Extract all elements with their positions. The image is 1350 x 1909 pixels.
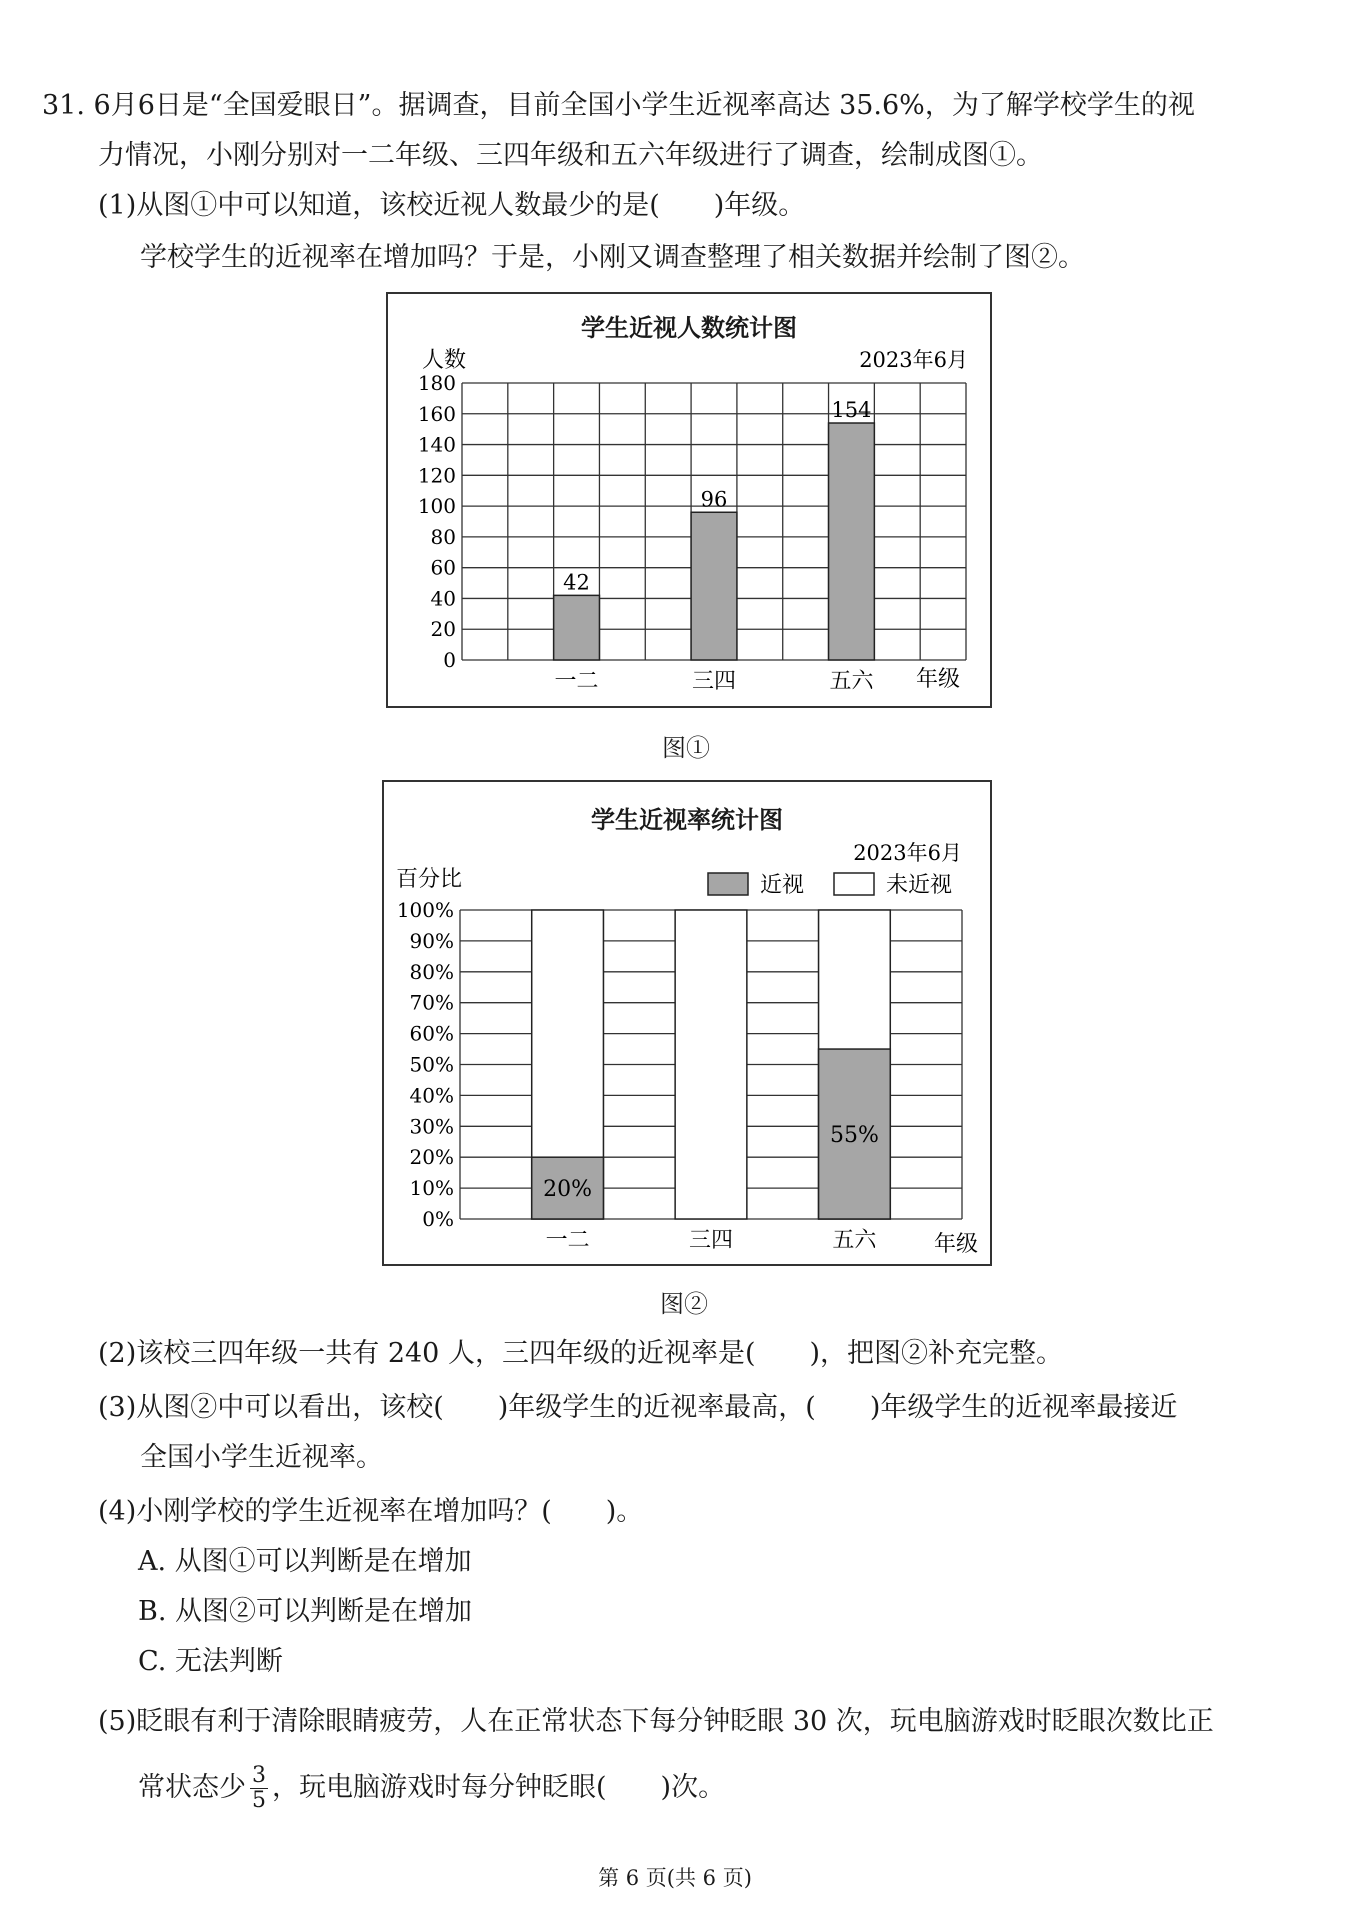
legend-far-label: 未近视 xyxy=(886,873,953,898)
fraction-denominator: 5 xyxy=(252,1788,266,1813)
chart-2-ytick-label: 80% xyxy=(409,959,454,984)
question-4: (4)小刚学校的学生近视率在增加吗？( )。 xyxy=(98,1496,644,1527)
chart-2-caption: 图② xyxy=(660,1290,708,1318)
legend-far-swatch xyxy=(834,873,874,895)
chart-1-bar xyxy=(691,512,737,660)
chart-2-title: 学生近视率统计图 xyxy=(591,806,783,834)
chart-1-data-label: 42 xyxy=(563,570,590,595)
chart-2-ytick-label: 70% xyxy=(409,990,454,1015)
chart-2-frame xyxy=(382,780,992,1266)
chart-1-category-label: 三四 xyxy=(691,669,737,694)
problem-line-2: 力情况，小刚分别对一二年级、三四年级和五六年级进行了调查，绘制成图①。 xyxy=(98,140,1043,171)
chart-2-ytick-label: 20% xyxy=(409,1145,454,1170)
question-5-line-2 xyxy=(138,1764,725,1813)
question-3-line-1: (3)从图②中可以看出，该校( )年级学生的近视率最高，( )年级学生的近视率最接近 xyxy=(98,1392,1178,1423)
chart-2-date: 2023年6月 xyxy=(853,841,962,865)
question-5-line-1: (5)眨眼有利于清除眼睛疲劳，人在正常状态下每分钟眨眼 30 次，玩电脑游戏时眨眼次数比正 xyxy=(98,1706,1214,1737)
option-a: A. 从图①可以判断是在增加 xyxy=(138,1546,472,1577)
chart-1-ytick-label: 140 xyxy=(417,432,456,457)
fraction xyxy=(250,1764,268,1813)
chart-2-category-label: 五六 xyxy=(832,1228,877,1253)
question-3-line-2: 全国小学生近视率。 xyxy=(140,1442,383,1473)
chart-2-category-label: 三四 xyxy=(688,1228,734,1253)
chart-1-xlabel: 年级 xyxy=(915,667,960,692)
chart-2-category-label: 一二 xyxy=(545,1228,590,1253)
chart-2-ytick-label: 60% xyxy=(409,1021,454,1046)
option-c: C. 无法判断 xyxy=(138,1646,283,1677)
lead-text-2: 学校学生的近视率在增加吗？于是，小刚又调查整理了相关数据并绘制了图②。 xyxy=(140,242,1085,273)
chart-1-data-label: 96 xyxy=(700,487,728,512)
chart-1-svg xyxy=(388,294,990,706)
chart-2-ytick-label: 90% xyxy=(409,928,454,953)
chart-1-ytick-label: 20 xyxy=(430,617,456,642)
chart-2-ytick-label: 30% xyxy=(409,1114,454,1139)
chart-1-ytick-label: 100 xyxy=(417,494,456,519)
question-5-suffix: ，玩电脑游戏时每分钟眨眼( )次。 xyxy=(272,1772,726,1803)
chart-2-ytick-label: 10% xyxy=(409,1176,454,1201)
chart-1-ytick-label: 0 xyxy=(443,648,456,672)
chart-1-frame xyxy=(386,292,992,708)
chart-2-ytick-label: 40% xyxy=(409,1083,454,1108)
chart-1-bar xyxy=(554,595,600,660)
page-footer: 第 6 页(共 6 页) xyxy=(598,1866,752,1890)
chart-1-ytick-label: 180 xyxy=(417,371,456,395)
chart-2-bar-far xyxy=(675,910,747,1219)
question-2: (2)该校三四年级一共有 240 人，三四年级的近视率是( )，把图②补充完整。 xyxy=(98,1338,1064,1369)
chart-1-ytick-label: 120 xyxy=(417,463,456,488)
chart-1-bar xyxy=(829,423,875,660)
chart-1-date: 2023年6月 xyxy=(859,348,968,372)
legend-near-swatch xyxy=(708,873,748,895)
problem-line-1: 31. 6月6日是“全国爱眼日”。据调查，目前全国小学生近视率高达 35.6%，为了解学校学生的视 xyxy=(42,90,1195,121)
option-b: B. 从图②可以判断是在增加 xyxy=(138,1596,473,1627)
chart-1-ytick-label: 80 xyxy=(430,524,456,549)
chart-2-svg xyxy=(384,782,990,1264)
chart-1-ytick-label: 40 xyxy=(430,586,456,611)
chart-2-data-label: 20% xyxy=(543,1177,593,1203)
chart-1-ylabel: 人数 xyxy=(422,348,467,373)
fraction-numerator: 3 xyxy=(252,1763,266,1788)
chart-2-xlabel: 年级 xyxy=(933,1232,978,1257)
legend-near-label: 近视 xyxy=(760,873,805,898)
chart-2-ylabel: 百分比 xyxy=(396,867,463,892)
chart-2-ytick-label: 100% xyxy=(396,898,454,922)
question-5-prefix: 常状态少 xyxy=(138,1772,246,1803)
chart-1-ytick-label: 160 xyxy=(417,401,456,426)
question-1: (1)从图①中可以知道，该校近视人数最少的是( )年级。 xyxy=(98,190,806,221)
chart-2-ytick-label: 50% xyxy=(409,1052,454,1077)
chart-2-ytick-label: 0% xyxy=(422,1207,454,1231)
chart-1-caption: 图① xyxy=(662,734,710,762)
chart-2-data-label: 55% xyxy=(829,1123,879,1149)
chart-1-category-label: 一二 xyxy=(554,669,599,694)
chart-1-category-label: 五六 xyxy=(829,669,874,694)
chart-1-data-label: 154 xyxy=(831,398,872,423)
chart-1-title: 学生近视人数统计图 xyxy=(581,314,797,342)
chart-1-ytick-label: 60 xyxy=(430,555,456,580)
